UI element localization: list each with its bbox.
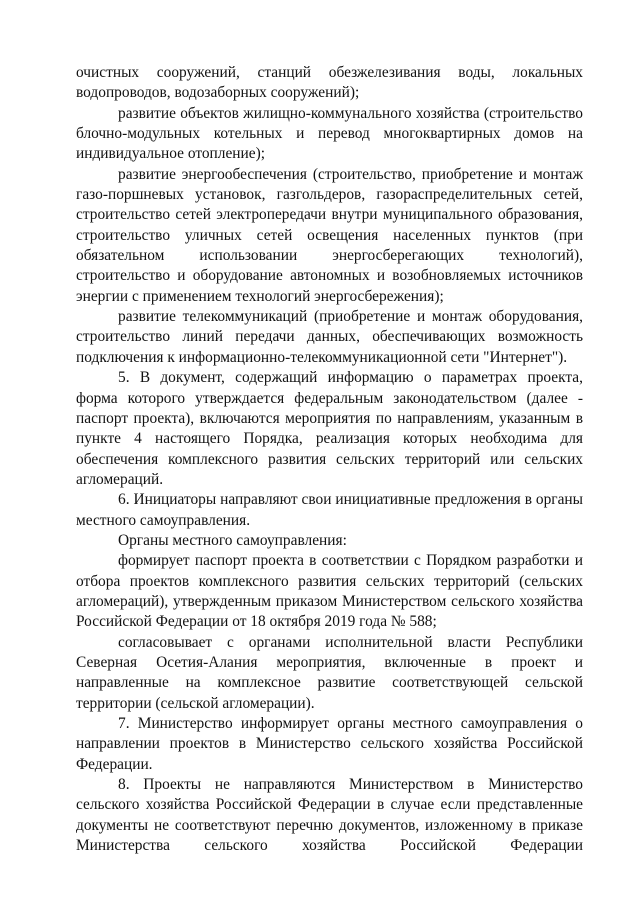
paragraph-telecommunications: развитие телекоммуникаций (приобретение и монтаж оборудования, строительство линий передачи данных, обеспечивающих возможность подключения к информационно-телекоммуникационной сети "Интернет"). [76, 308, 583, 366]
paragraph-project-passport: формирует паспорт проекта в соответствии с Порядком разработки и отбора проектов комплексного развития сельских территорий (сельских агломераций), утвержденным приказом Министерством сельского хозяйства Российской Федерации от 18 октября 2019 года № 588; [76, 552, 583, 631]
paragraph-water-facilities: очистных сооружений, станций обезжелезивания воды, локальных водопроводов, водозаборных сооружений); [76, 64, 583, 102]
paragraph-coordination: согласовывает с органами исполнительной власти Республики Северная Осетия-Алания мероприятия, включенные в проект и направленные на комплексное развитие соответствующей сельской территории (сельской агломерации). [76, 633, 583, 712]
paragraph-item-6: 6. Инициаторы направляют свои инициативные предложения в органы местного самоуправления. [76, 491, 583, 529]
paragraph-item-7: 7. Министерство информирует органы местного самоуправления о направлении проектов в Министерство сельского хозяйства Российской Федерации. [76, 715, 583, 773]
paragraph-energy-supply: развитие энергообеспечения (строительство, приобретение и монтаж газо-поршневых установок, газгольдеров, газораспределительных сетей, строительство сетей электропередачи внутри муниципального образования, строительство уличных сетей освещения населенных пунктов (при обязательном использовании энергосберегающих технологий), строительство и оборудование автономных и возобновляемых источников энергии с применением технологий энергосбережения); [76, 165, 583, 305]
paragraph-item-8: 8. Проекты не направляются Министерством в Министерство сельского хозяйства Российской Федерации в случае если представленные документы не соответствуют перечню документов, изложенному в приказе Министерства сельского хозяйства Российской Федерации [76, 776, 583, 855]
paragraph-housing-utilities: развитие объектов жилищно-коммунального хозяйства (строительство блочно-модульных котельных и перевод многоквартирных домов на индивидуальное отопление); [76, 104, 583, 163]
paragraph-item-5: 5. В документ, содержащий информацию о параметрах проекта, форма которого утверждается федеральным законодательством (далее - паспорт проекта), включаются мероприятия по направлениям, указанным в пункте 4 настоящего Порядка, реализация которых необходима для обеспечения комплексного развития сельских территорий или сельских агломераций. [76, 369, 583, 488]
paragraph-local-authorities: Органы местного самоуправления: [118, 531, 347, 549]
